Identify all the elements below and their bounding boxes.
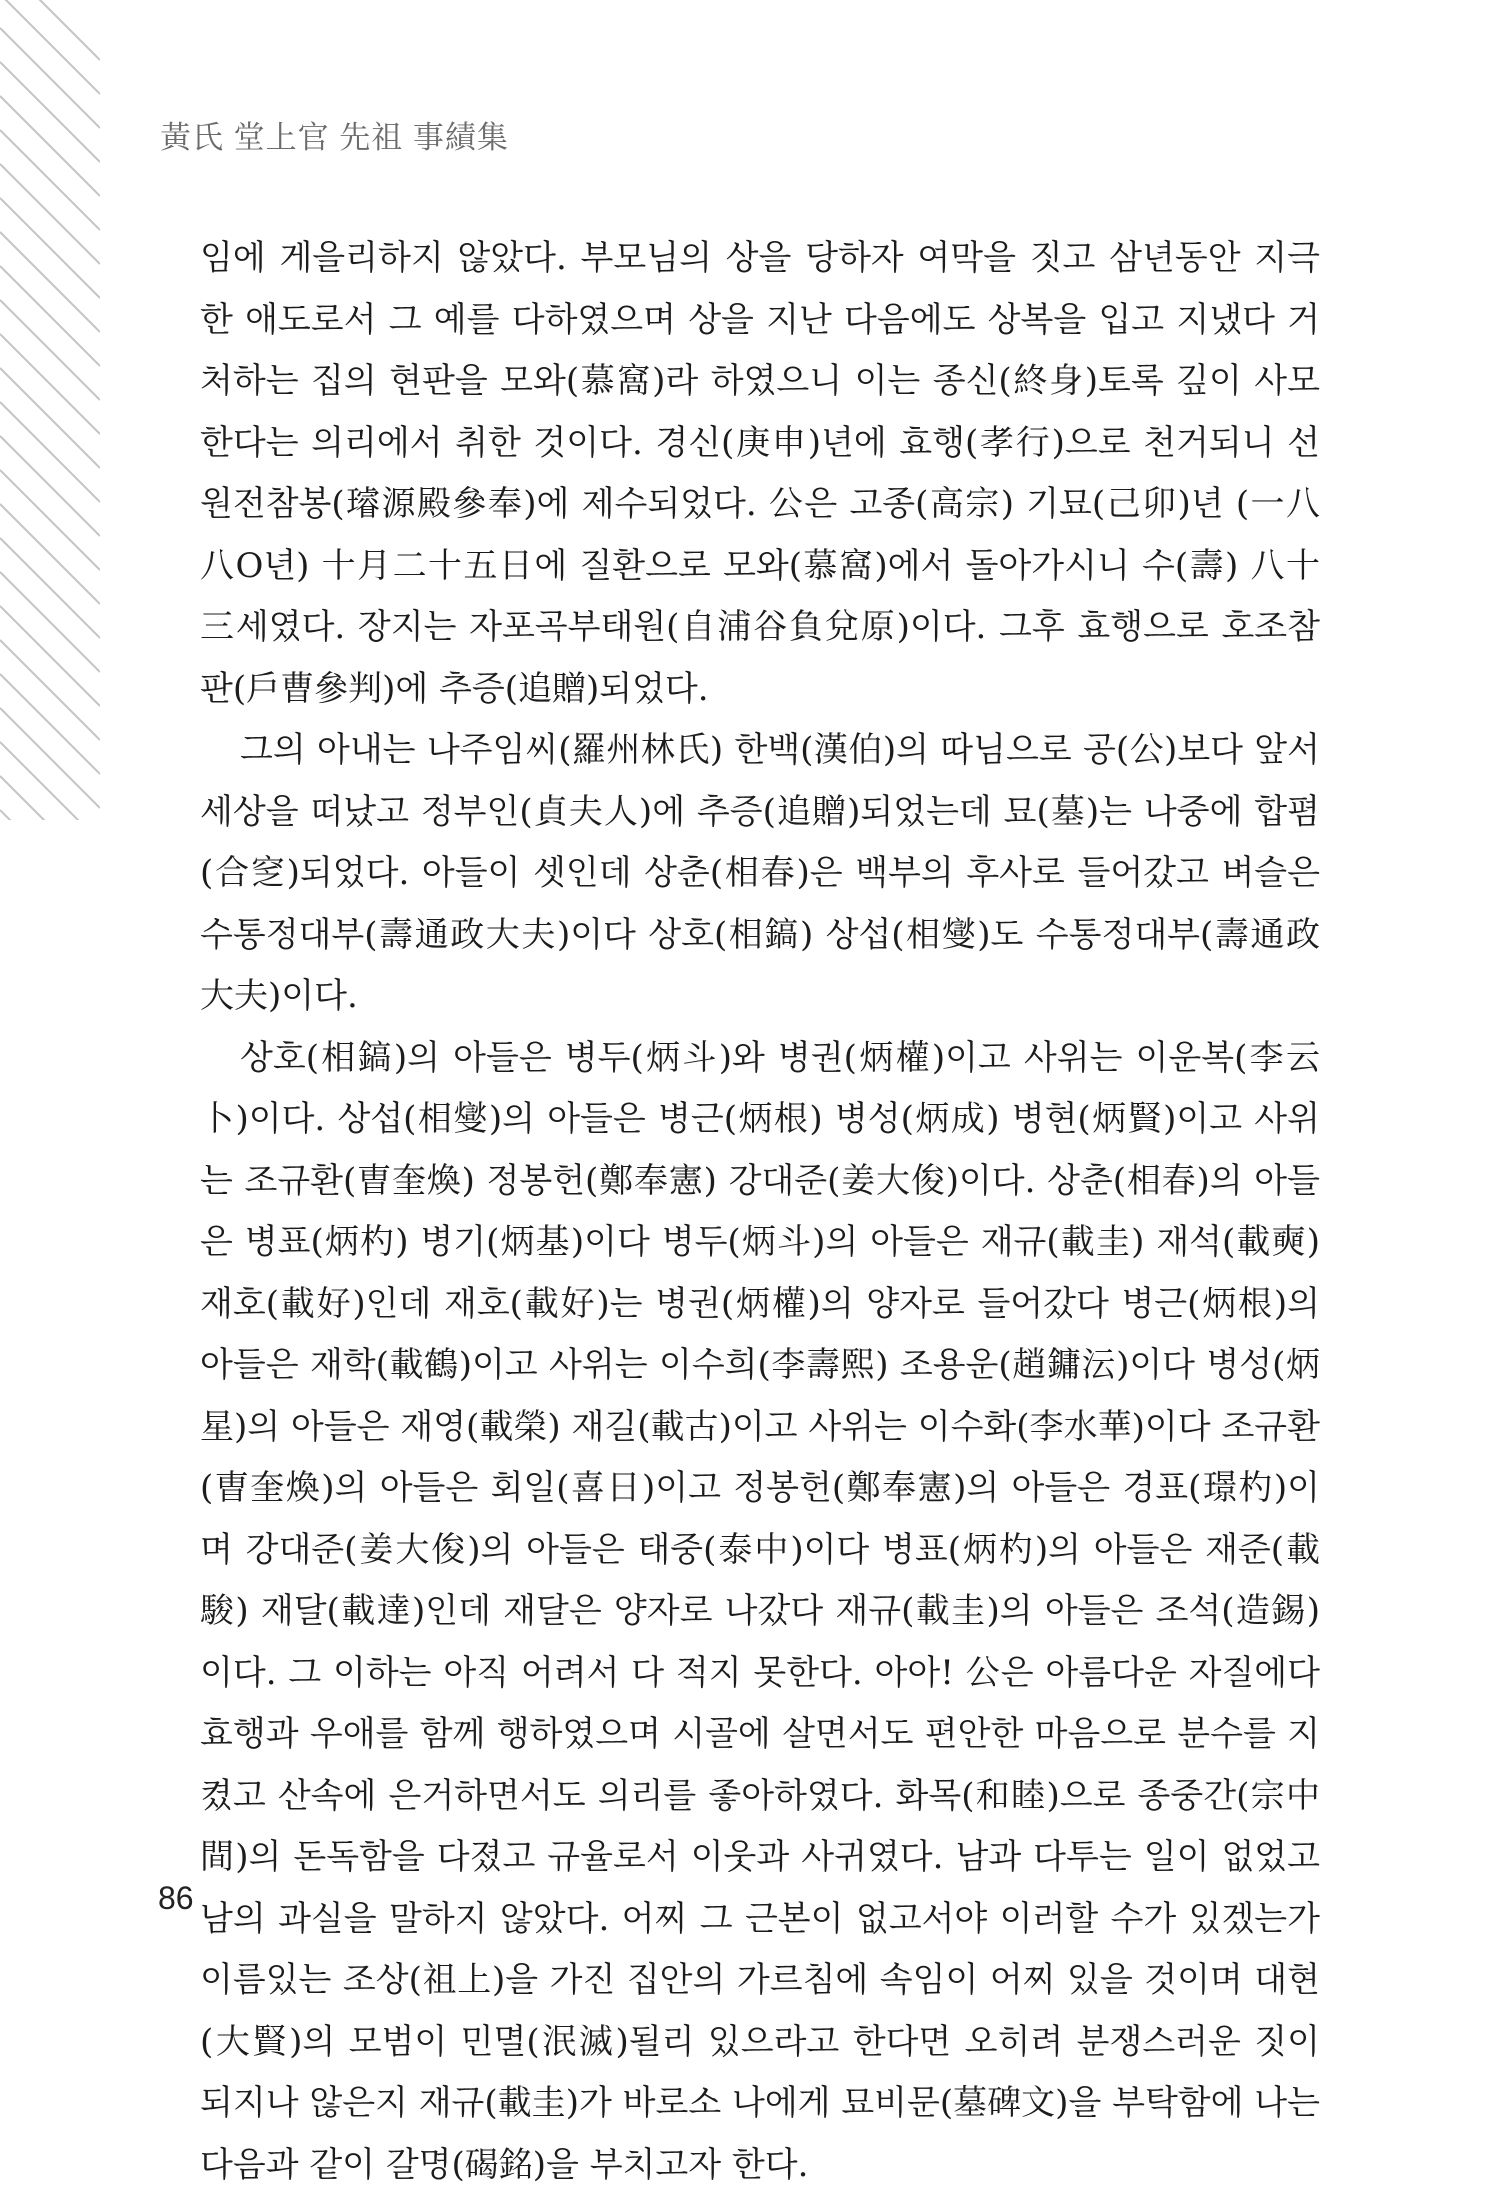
stripe-line <box>0 742 100 820</box>
stripe-line <box>0 810 100 820</box>
paragraph-wife-and-sons: 그의 아내는 나주임씨(羅州林氏) 한백(漢伯)의 따님으로 공(公)보다 앞서 세상을 떠났고 정부인(貞夫人)에 추증(追贈)되었는데 묘(墓)는 나중에 합폄(合窆)되었다. 아들이 셋인데 상춘(相春)은 백부의 후사로 들어갔고 벼슬은 수통정대부(壽通政大夫)이다 상호(相鎬) 상섭(相燮)도 수통정대부(壽通政大夫)이다. <box>200 720 1320 1028</box>
stripe-line <box>0 0 100 94</box>
paragraph-descendants: 상호(相鎬)의 아들은 병두(炳斗)와 병권(炳權)이고 사위는 이운복(李云卜)이다. 상섭(相燮)의 아들은 병근(炳根) 병성(炳成) 병현(炳賢)이고 사위는 조규환(曺奎煥) 정봉헌(鄭奉憲) 강대준(姜大俊)이다. 상춘(相春)의 아들은 병표(炳杓) 병기(炳基)이다 병두(炳斗)의 아들은 재규(載圭) 재석(載奭) 재호(載好)인데 재호(載好)는 병권(炳權)의 양자로 들어갔다 병근(炳根)의 아들은 재학(載鶴)이고 사위는 이수희(李壽熙) 조용운(趙鏞沄)이다 병성(炳星)의 아들은 재영(載榮) 재길(載古)이고 사위는 이수화(李水華)이다 조규환(曺奎煥)의 아들은 회일(喜日)이고 정봉헌(鄭奉憲)의 아들은 경표(璟杓)이며 강대준(姜大俊)의 아들은 태중(泰中)이다 병표(炳杓)의 아들은 재준(載駿) 재달(載達)인데 재달은 양자로 나갔다 재규(載圭)의 아들은 조석(造錫)이다. 그 이하는 아직 어려서 다 적지 못한다. 아아! 公은 아름다운 자질에다 효행과 우애를 함께 행하였으며 시골에 살면서도 편안한 마음으로 분수를 지켰고 산속에 은거하면서도 의리를 좋아하였다. 화목(和睦)으로 종중간(宗中間)의 돈독함을 다졌고 규율로서 이웃과 사귀였다. 남과 다투는 일이 없었고 남의 과실을 말하지 않았다. 어찌 그 근본이 없고서야 이러할 수가 있겠는가 이름있는 조상(祖上)을 가진 집안의 가르침에 속임이 어찌 있을 것이며 대현(大賢)의 모범이 민멸(泯滅)될리 있으라고 한다면 오히려 분쟁스러운 짓이 되지나 않은지 재규(載圭)가 바로소 나에게 묘비문(墓碑文)을 부탁함에 나는 다음과 같이 갈명(碣銘)을 부치고자 한다. <box>200 1028 1320 2196</box>
decorative-diagonal-stripes <box>0 0 100 820</box>
stripe-line <box>0 776 100 820</box>
paragraph-continued: 임에 게을리하지 않았다. 부모님의 상을 당하자 여막을 짓고 삼년동안 지극한 애도로서 그 예를 다하였으며 상을 지난 다음에도 상복을 입고 지냈다 거처하는 집의 현판을 모와(慕窩)라 하였으니 이는 종신(終身)토록 깊이 사모한다는 의리에서 취한 것이다. 경신(庚申)년에 효행(孝行)으로 천거되니 선원전참봉(璿源殿參奉)에 제수되었다. 公은 고종(高宗) 기묘(己卯)년 (一八八O년) 十月二十五日에 질환으로 모와(慕窩)에서 돌아가시니 수(壽) 八十三세였다. 장지는 자포곡부태원(自浦谷負兌原)이다. 그후 효행으로 호조참판(戶曹參判)에 추증(追贈)되었다. <box>200 228 1320 720</box>
page-number: 86 <box>158 1880 194 1917</box>
running-header-title: 黃氏 堂上官 先祖 事績集 <box>160 112 509 157</box>
main-text-block <box>200 228 1320 2196</box>
